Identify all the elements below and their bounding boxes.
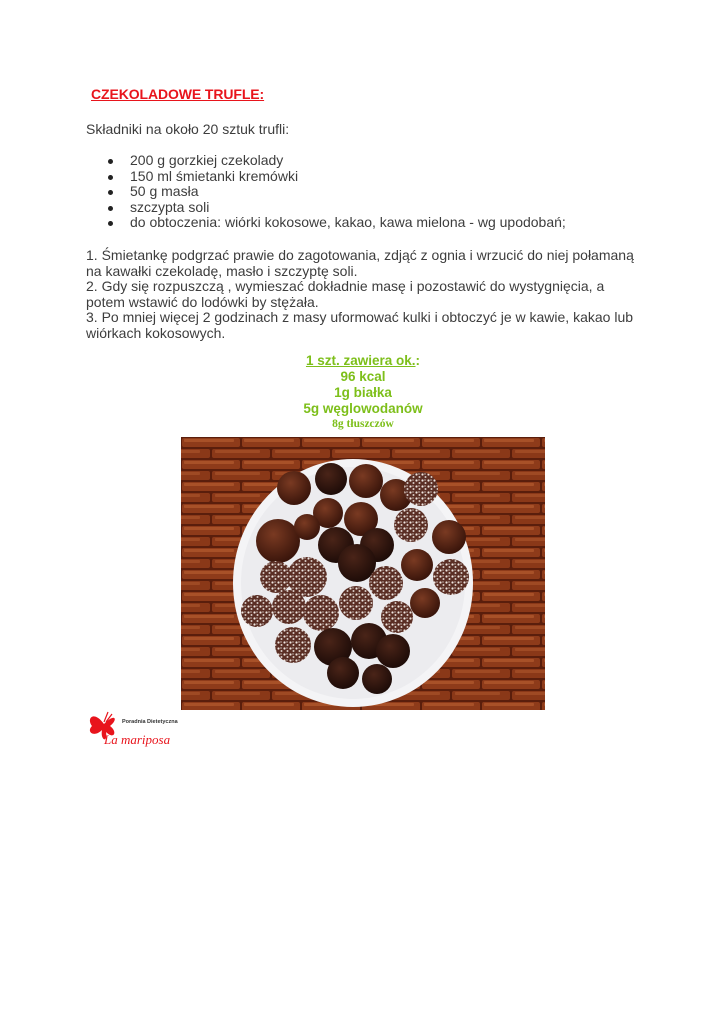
- recipe-title-text: CZEKOLADOWE TRUFLE: [91, 86, 260, 102]
- recipe-title-colon: :: [259, 86, 265, 102]
- step-2: 2. Gdy się rozpuszczą , wymieszać dokładnie masę i pozostawić do wystygnięcia, a potem wstawić do lodówki by stężała.: [86, 278, 605, 310]
- step-1: 1. Śmietankę podgrzać prawie do zagotowania, zdjąć z ognia i wrzucić do niej połamaną na kawałki czekoladę, masło i szczyptę soli.: [86, 247, 634, 279]
- nutrition-protein: 1g białka: [334, 385, 392, 400]
- nutrition-heading: 1 szt. zawiera ok.: [305, 353, 416, 368]
- nutrition-info: [200, 353, 526, 431]
- nutrition-heading-colon: :: [415, 353, 421, 368]
- ingredient-item: do obtoczenia: wiórki kokosowe, kakao, kawa mielona - wg upodobań;: [86, 215, 566, 231]
- la-mariposa-logo: [86, 706, 178, 752]
- ingredients-list: [86, 153, 566, 231]
- nutrition-fat: 8g tłuszczów: [332, 418, 394, 430]
- butterfly-logo-icon: [86, 706, 178, 752]
- recipe-steps: [86, 248, 646, 342]
- recipe-title: [91, 86, 264, 102]
- nutrition-kcal: 96 kcal: [340, 369, 386, 384]
- ingredients-intro: Składniki na około 20 sztuk trufli:: [86, 121, 290, 137]
- svg-text:La mariposa: La mariposa: [104, 732, 171, 747]
- ingredient-item: 50 g masła: [86, 184, 566, 200]
- nutrition-carbs: 5g węglowodanów: [303, 401, 423, 416]
- svg-text:Poradnia Dietetyczna: Poradnia Dietetyczna: [122, 719, 178, 725]
- ingredient-item: 150 ml śmietanki kremówki: [86, 169, 566, 185]
- ingredient-item: szczypta soli: [86, 200, 566, 216]
- truffles-photo: [181, 437, 545, 710]
- ingredient-item: 200 g gorzkiej czekolady: [86, 153, 566, 169]
- step-3: 3. Po mniej więcej 2 godzinach z masy uformować kulki i obtoczyć je w kawie, kakao lub wiórkach kokosowych.: [86, 309, 634, 341]
